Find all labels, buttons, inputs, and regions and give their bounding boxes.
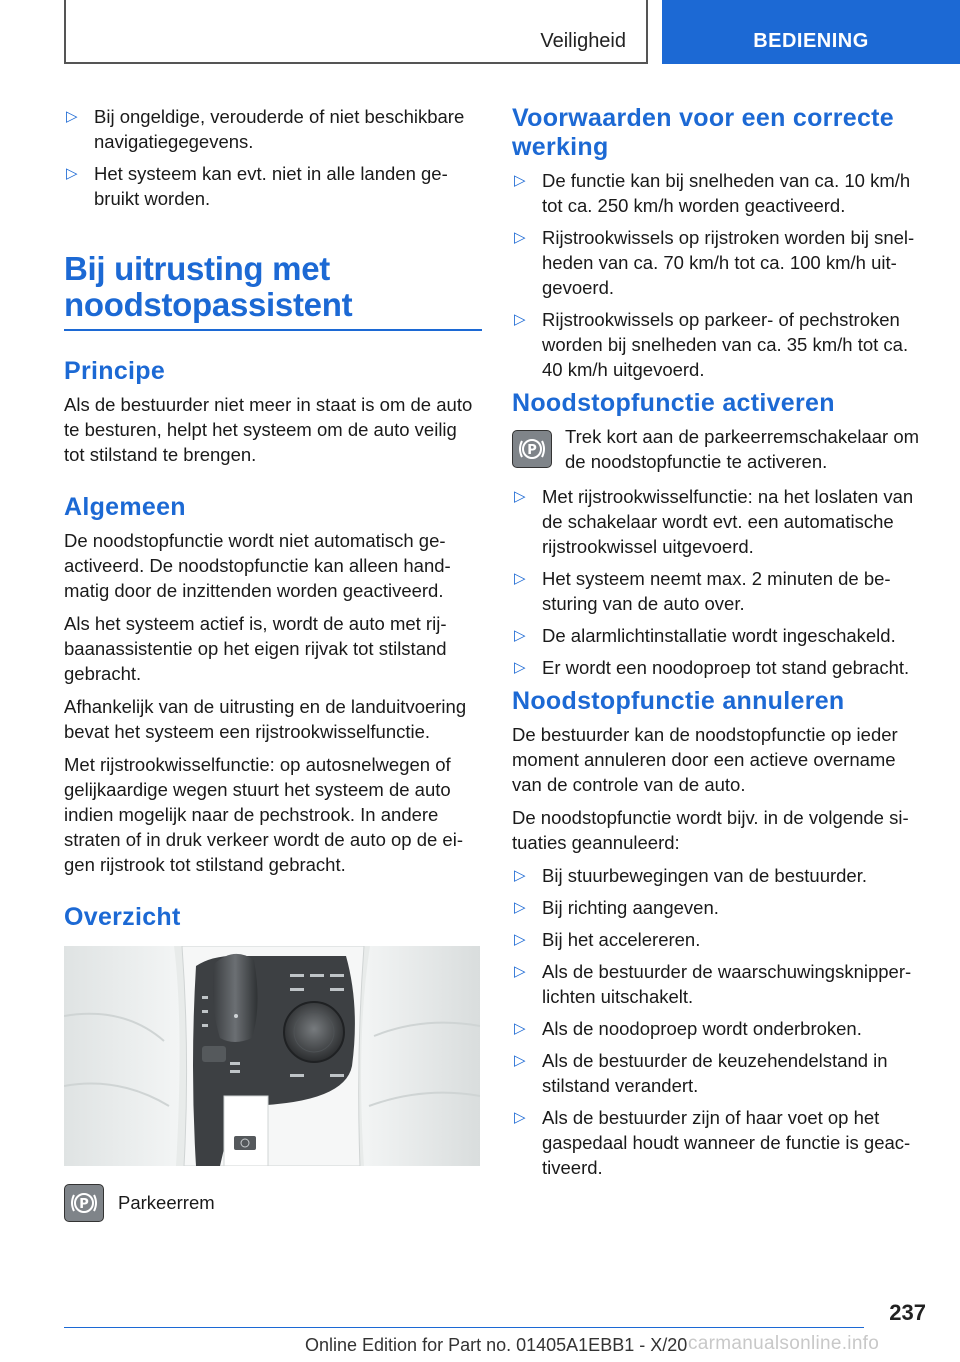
main-section-title: Bij uitrusting met noodstopassistent xyxy=(64,251,482,331)
list-item: ▷ Als de bestuurder de waarschuwingsknipperlichten uitschakelt. xyxy=(514,961,912,1007)
activeren-instruction xyxy=(512,424,926,474)
annuleren-paragraph: De noodstopfunctie wordt bijv. in de volgende situaties geannuleerd: xyxy=(512,807,909,853)
activeren-instruction-text: Trek kort aan de parkeerremschakelaar om de noodstopfunctie te activeren. xyxy=(565,426,920,472)
list-item: ▷ De alarmlichtinstallatie wordt ingeschakeld. xyxy=(514,625,896,646)
svg-text:P: P xyxy=(79,1197,89,1212)
bullet-triangle-icon: ▷ xyxy=(514,172,526,189)
footer-edition: Online Edition for Part no. 01405A1EBB1 - X/20 xyxy=(305,1335,688,1355)
bullet-triangle-icon: ▷ xyxy=(514,311,526,328)
bullet-triangle-icon: ▷ xyxy=(514,1020,526,1037)
header-section-box xyxy=(64,0,648,64)
list-item: ▷ Bij richting aangeven. xyxy=(514,897,719,918)
annuleren-heading: Noodstopfunctie annuleren xyxy=(512,687,845,715)
svg-text:P: P xyxy=(527,443,537,458)
list-item: ▷ Rijstrookwissels op rijstroken worden bij snelheden van ca. 70 km/h tot ca. 100 km/h uitgevoerd. xyxy=(514,227,915,298)
principe-text: Als de bestuurder niet meer in staat is om de auto te besturen, helpt het systeem om de auto veilig tot stilstand te brengen. xyxy=(64,394,473,465)
algemeen-paragraph: Met rijstrookwisselfunctie: op autosnelwegen of gelijkaardige wegen stuurt het systeem de auto indien mogelijk naar de pechstrook. In andere straten of in druk verkeer wordt de auto op de eigen rijstrook tot stilstand gebracht. xyxy=(64,754,464,875)
bullet-triangle-icon: ▷ xyxy=(514,867,526,884)
activeren-heading: Noodstopfunctie activeren xyxy=(512,389,835,417)
algemeen-heading: Algemeen xyxy=(64,493,186,521)
list-item: ▷ Bij ongeldige, verouderde of niet beschikbare navigatiegegevens. xyxy=(66,106,465,152)
voorwaarden-bullet-list xyxy=(512,168,926,382)
overzicht-heading: Overzicht xyxy=(64,903,181,931)
list-item: ▷ Het systeem neemt max. 2 minuten de besturing van de auto over. xyxy=(514,568,891,614)
list-item: ▷ Het systeem kan evt. niet in alle landen gebruikt worden. xyxy=(66,163,448,209)
list-item: ▷ Bij stuurbewegingen van de bestuurder. xyxy=(514,865,867,886)
voorwaarden-heading: Voorwaarden voor een correcte werking xyxy=(512,104,894,161)
list-item: ▷ Als de noodoproep wordt onderbroken. xyxy=(514,1018,862,1039)
header-chapter-tab[interactable]: BEDIENING xyxy=(662,0,960,64)
list-item: ▷ Als de bestuurder de keuzehendelstand in stilstand verandert. xyxy=(514,1050,888,1096)
annuleren-bullet-list xyxy=(512,863,926,1180)
annuleren-paragraph: De bestuurder kan de noodstopfunctie op ieder moment annuleren door een actieve overname van de controle van de auto. xyxy=(512,724,898,795)
principe-heading: Principe xyxy=(64,357,166,385)
algemeen-paragraph: Als het systeem actief is, wordt de auto met rijbaanassistentie op het eigen rijvak tot stilstand gebracht. xyxy=(64,613,447,684)
center-console-illustration xyxy=(64,946,480,1166)
parking-brake-icon xyxy=(512,430,552,468)
list-item: ▷ Met rijstrookwisselfunctie: na het loslaten van de schakelaar wordt evt. een automatische rijstrookwissel uitgevoerd. xyxy=(514,486,914,557)
parking-brake-legend xyxy=(64,1184,482,1222)
bullet-triangle-icon: ▷ xyxy=(66,165,78,182)
bullet-triangle-icon: ▷ xyxy=(514,229,526,246)
watermark: carmanualsonline.info xyxy=(688,1333,880,1354)
algemeen-paragraph: Afhankelijk van de uitrusting en de landuitvoering bevat het systeem een rijstrookwisselfunctie. xyxy=(64,696,467,742)
bullet-triangle-icon: ▷ xyxy=(514,963,526,980)
bullet-triangle-icon: ▷ xyxy=(514,931,526,948)
activeren-bullet-list xyxy=(512,484,926,680)
intro-bullet-list xyxy=(64,104,482,211)
header-section-title: Veiligheid xyxy=(540,30,626,52)
page-number: 237 xyxy=(889,1300,926,1325)
parking-brake-icon xyxy=(64,1184,104,1222)
list-item: ▷ Er wordt een noodoproep tot stand gebracht. xyxy=(514,657,910,678)
bullet-triangle-icon: ▷ xyxy=(514,488,526,505)
parking-brake-label: Parkeerrem xyxy=(118,1192,215,1213)
footer-divider xyxy=(64,1327,864,1328)
bullet-triangle-icon: ▷ xyxy=(514,899,526,916)
center-console-drawing xyxy=(64,946,480,1166)
bullet-triangle-icon: ▷ xyxy=(514,1109,526,1126)
bullet-triangle-icon: ▷ xyxy=(514,627,526,644)
list-item: ▷ Rijstrookwissels op parkeer- of pechstroken worden bij snelheden van ca. 35 km/h tot ca. 40 km/h uitgevoerd. xyxy=(514,309,909,380)
list-item: ▷ Bij het accelereren. xyxy=(514,929,701,950)
bullet-triangle-icon: ▷ xyxy=(514,1052,526,1069)
right-column xyxy=(512,104,926,1187)
bullet-triangle-icon: ▷ xyxy=(514,659,526,676)
bullet-triangle-icon: ▷ xyxy=(66,108,78,125)
algemeen-paragraph: De noodstopfunctie wordt niet automatisch geactiveerd. De noodstopfunctie kan alleen handmatig door de inzittenden worden geactiveerd. xyxy=(64,530,451,601)
list-item: ▷ De functie kan bij snelheden van ca. 10 km/h tot ca. 250 km/h worden geactiveerd. xyxy=(514,170,911,216)
list-item: ▷ Als de bestuurder zijn of haar voet op het gaspedaal houdt wanneer de functie is geactiveerd. xyxy=(514,1107,911,1178)
bullet-triangle-icon: ▷ xyxy=(514,570,526,587)
left-column xyxy=(64,104,482,1222)
